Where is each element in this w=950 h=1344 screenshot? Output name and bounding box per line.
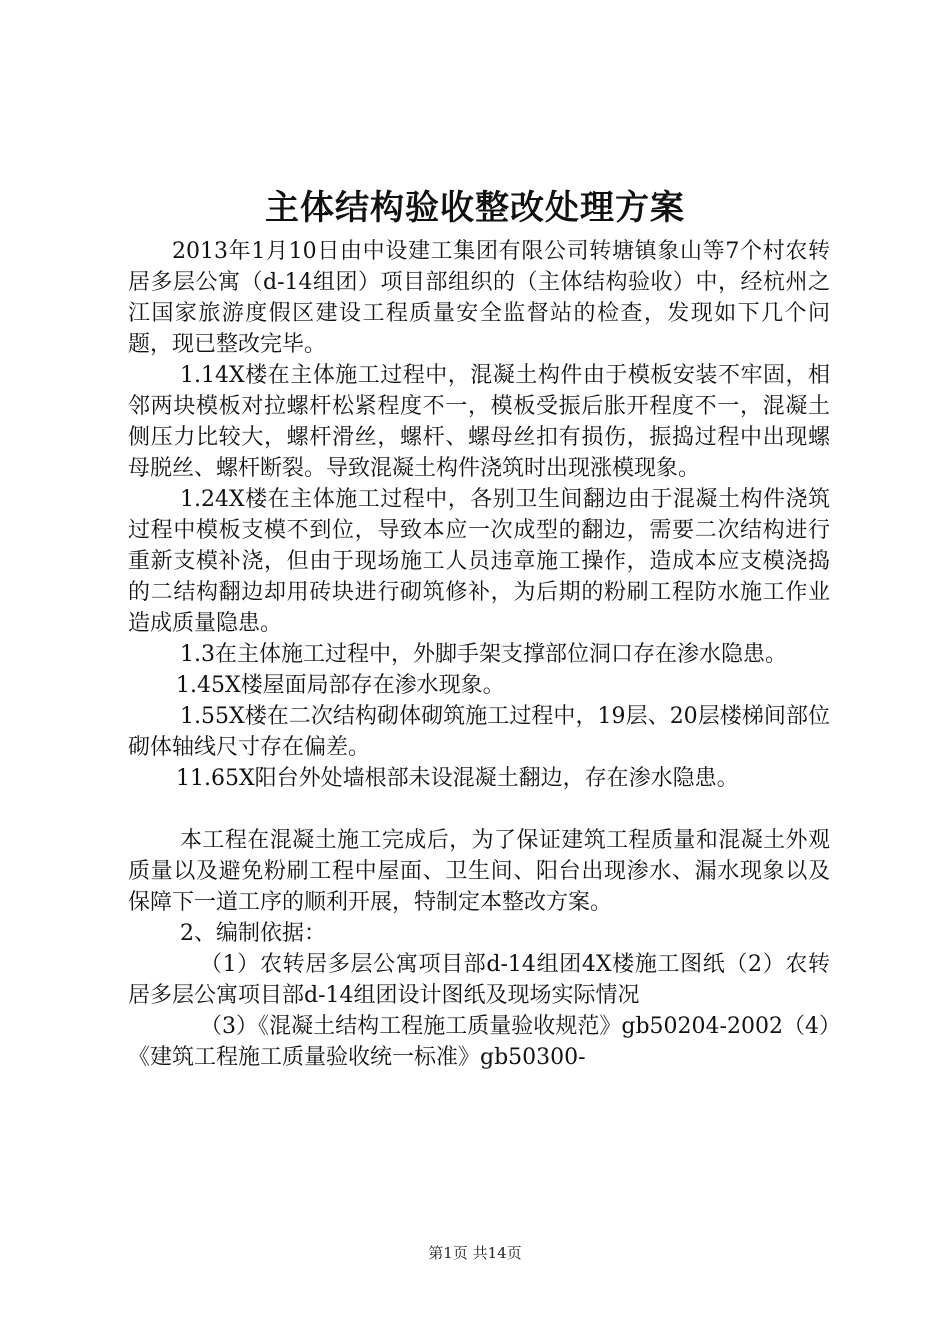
issue-paragraph-5: 1.55X楼在二次结构砌体砌筑施工过程中，19层、20层楼梯间部位砌体轴线尺寸存在偏差。 (128, 704, 830, 760)
document-title: 主体结构验收整改处理方案 (265, 188, 685, 228)
document-body (128, 236, 830, 1073)
issue-paragraph-6: 11.65X阳台外处墙根部未设混凝土翻边，存在渗水隐患。 (176, 766, 739, 791)
issue-paragraph-3: 1.3在主体施工过程中，外脚手架支撑部位洞口存在渗水隐患。 (180, 642, 787, 667)
basis-heading: 2、编制依据： (180, 921, 326, 946)
issue-paragraph-1: 1.14X楼在主体施工过程中，混凝土构件由于模板安装不牢固，相邻两块模板对拉螺杆松紧程度不一，模板受振后胀开程度不一，混凝土侧压力比较大，螺杆滑丝，螺杆、螺母丝扣有损伤，振捣过程中出现螺母脱丝、螺杆断裂。导致混凝土构件浇筑时出现涨模现象。 (128, 363, 830, 481)
page-number-footer: 第1页 共14页 (428, 1244, 522, 1262)
purpose-paragraph: 本工程在混凝土施工完成后，为了保证建筑工程质量和混凝土外观质量以及避免粉刷工程中屋面、卫生间、阳台出现渗水、漏水现象以及保障下一道工序的顺利开展，特制定本整改方案。 (128, 828, 830, 915)
paragraph-spacer (128, 794, 830, 825)
basis-items-1-2: （1）农转居多层公寓项目部d-14组团4X楼施工图纸（2）农转居多层公寓项目部d-14组团设计图纸及现场实际情况 (128, 952, 830, 1008)
issue-paragraph-2: 1.24X楼在主体施工过程中，各别卫生间翻边由于混凝土构件浇筑过程中模板支模不到位，导致本应一次成型的翻边，需要二次结构进行重新支模补浇，但由于现场施工人员违章施工操作，造成本应支模浇捣的二结构翻边却用砖块进行砌筑修补，为后期的粉刷工程防水施工作业造成质量隐患。 (128, 487, 830, 636)
basis-items-3-4: （3）《混凝土结构工程施工质量验收规范》gb50204-2002（4）《建筑工程施工质量验收统一标准》gb50300- (128, 1014, 830, 1070)
intro-paragraph: 2013年1月10日由中设建工集团有限公司转塘镇象山等7个村农转居多层公寓（d-14组团）项目部组织的（主体结构验收）中，经杭州之江国家旅游度假区建设工程质量安全监督站的检查，发现如下几个问题，现已整改完毕。 (128, 239, 830, 357)
issue-paragraph-4: 1.45X楼屋面局部存在渗水现象。 (176, 673, 505, 698)
